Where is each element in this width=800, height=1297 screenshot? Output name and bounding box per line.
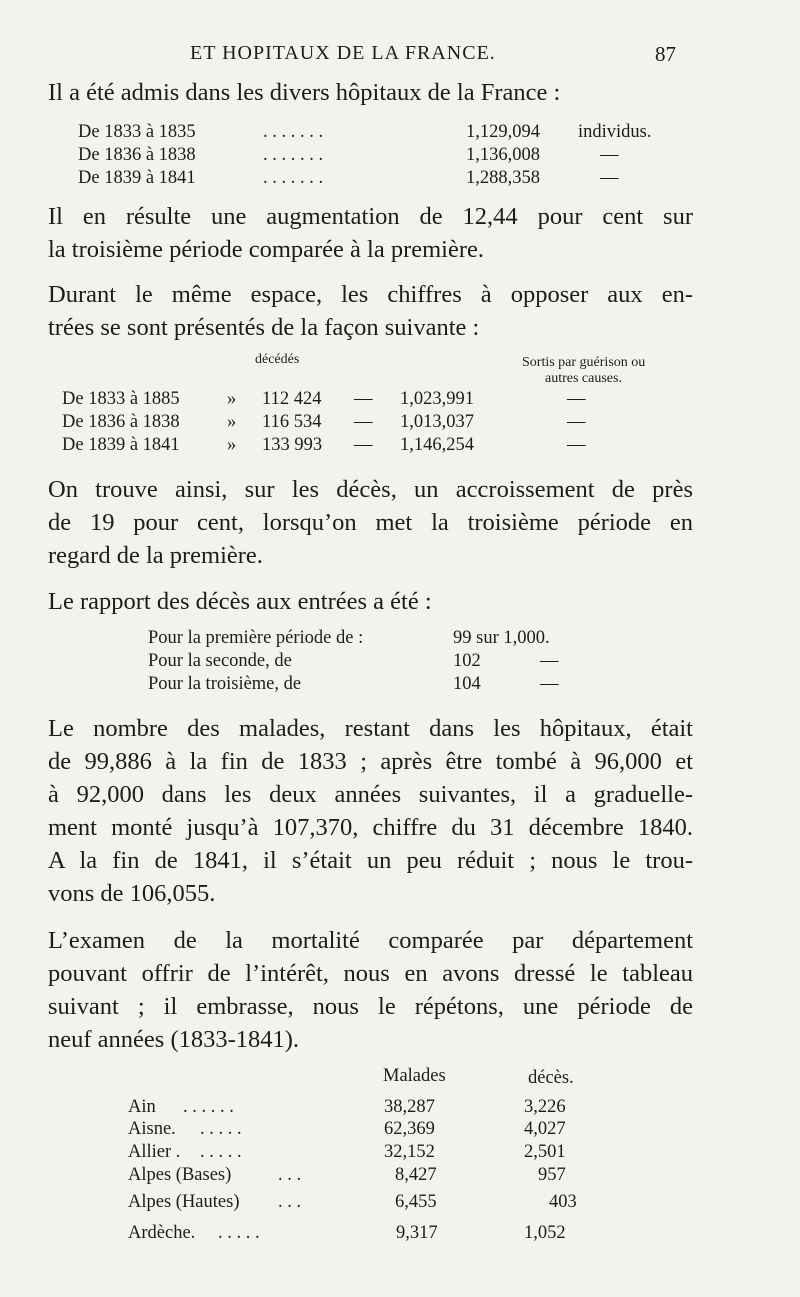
cured-column-header: Sortis par guérison ou [522,355,646,370]
leader-dots: . . . . . [218,1223,260,1243]
deaths-cell: 1,052 [524,1223,566,1243]
deaths-cell: 2,501 [524,1142,566,1162]
deaths-column-header: décès. [528,1068,574,1088]
ratio-value: 99 sur 1,000. [453,628,550,648]
unit-cell: individus. [578,122,652,142]
sick-cell: 8,427 [395,1165,437,1185]
deaths-cell: 3,226 [524,1097,566,1117]
leader-dots: . . . . . . . [263,168,324,188]
sick-cell: 38,287 [384,1097,435,1117]
cured-cell: 1,013,037 [400,412,474,432]
mark-cell: » [227,435,237,455]
mark-cell: » [227,412,237,432]
tail-cell: — [567,412,586,432]
department-name: Ardèche. [128,1223,196,1243]
deaths-cell: 403 [549,1192,577,1212]
text-line: Durant le même espace, les chiffres à opposer aux en- [48,281,693,308]
text-line: ment monté jusqu’à 107,370, chiffre du 31 décembre 1840. [48,814,693,841]
sick-column-header: Malades [383,1066,446,1086]
page-number: 87 [655,42,676,66]
nombre-paragraph [48,712,693,910]
tail-cell: — [567,389,586,409]
increase-paragraph [48,200,693,266]
text-line: de 99,886 à la fin de 1833 ; après être tombé à 96,000 et [48,748,693,775]
deaths-cell: 116 534 [262,412,322,432]
separator-cell: — [354,412,373,432]
text-line: regard de la première. [48,542,263,569]
leader-dots: . . . . . . [183,1097,234,1117]
tail-cell: — [567,435,586,455]
running-header: ET HOPITAUX DE LA FRANCE. [190,42,496,64]
rapport-paragraph [48,585,693,618]
cured-cell: 1,146,254 [400,435,474,455]
period-cell: De 1836 à 1838 [78,145,196,165]
sick-cell: 9,317 [396,1223,438,1243]
period-cell: De 1833 à 1885 [62,389,180,409]
cured-cell: 1,023,991 [400,389,474,409]
leader-dots: . . . . . [200,1142,242,1162]
text-line: Le rapport des décès aux entrées a été : [48,588,432,615]
text-line: de 19 pour cent, lorsqu’on met la troisième période en [48,509,693,536]
deaths-cell: 133 993 [262,435,323,455]
period-cell: De 1836 à 1838 [62,412,180,432]
ratio-label: Pour la seconde, de [148,651,292,671]
sick-cell: 32,152 [384,1142,435,1162]
value-cell: 1,288,358 [466,168,540,188]
text-line: On trouve ainsi, sur les décès, un accroissement de près [48,476,693,503]
mark-cell: » [227,389,237,409]
ratio-value: 104 [453,674,481,694]
examen-paragraph [48,924,693,1056]
separator-cell: — [354,435,373,455]
deaths-cell: 112 424 [262,389,322,409]
durant-paragraph [48,278,693,344]
deaths-cell: 4,027 [524,1119,566,1139]
unit-cell: — [600,168,619,188]
department-name: Alpes (Hautes) [128,1192,240,1212]
ratio-value: 102 [453,651,481,671]
deaths-column-header: décédés [255,352,300,367]
text-line: Il en résulte une augmentation de 12,44 pour cent sur [48,203,693,230]
ratio-tail: — [540,651,559,671]
leader-dots: . . . [278,1165,302,1185]
intro-paragraph [48,76,693,109]
text-line: trées se sont présentés de la façon suivante : [48,314,480,341]
unit-cell: — [600,145,619,165]
value-cell: 1,129,094 [466,122,540,142]
leader-dots: . . . . . . . [263,145,324,165]
ratio-label: Pour la première période de : [148,628,364,648]
value-cell: 1,136,008 [466,145,540,165]
text-line: Il a été admis dans les divers hôpitaux de la France : [48,79,561,106]
period-cell: De 1833 à 1835 [78,122,196,142]
text-line: pouvant offrir de l’intérêt, nous en avons dressé le tableau [48,960,693,987]
department-name: Aisne. [128,1119,176,1139]
text-line: vons de 106,055. [48,880,216,907]
text-line: L’examen de la mortalité comparée par département [48,927,693,954]
text-line: neuf années (1833-1841). [48,1026,300,1053]
text-line: suivant ; il embrasse, nous le répétons, une période de [48,993,693,1020]
leader-dots: . . . . . [200,1119,242,1139]
text-line: la troisième période comparée à la première. [48,236,485,263]
leader-dots: . . . [278,1192,302,1212]
separator-cell: — [354,389,373,409]
cured-column-header-cont: autres causes. [545,371,622,386]
trouve-paragraph [48,473,693,572]
text-line: Le nombre des malades, restant dans les hôpitaux, était [48,715,693,742]
ratio-label: Pour la troisième, de [148,674,302,694]
sick-cell: 6,455 [395,1192,437,1212]
period-cell: De 1839 à 1841 [62,435,180,455]
deaths-cell: 957 [538,1165,566,1185]
period-cell: De 1839 à 1841 [78,168,196,188]
ratio-tail: — [540,674,559,694]
text-line: à 92,000 dans les deux années suivantes, il a graduelle- [48,781,693,808]
sick-cell: 62,369 [384,1119,435,1139]
leader-dots: . . . . . . . [263,122,324,142]
department-name: Alpes (Bases) [128,1165,232,1185]
department-name: Allier . [128,1142,181,1162]
text-line: A la fin de 1841, il s’était un peu réduit ; nous le trou- [48,847,693,874]
department-name: Ain [128,1097,156,1117]
